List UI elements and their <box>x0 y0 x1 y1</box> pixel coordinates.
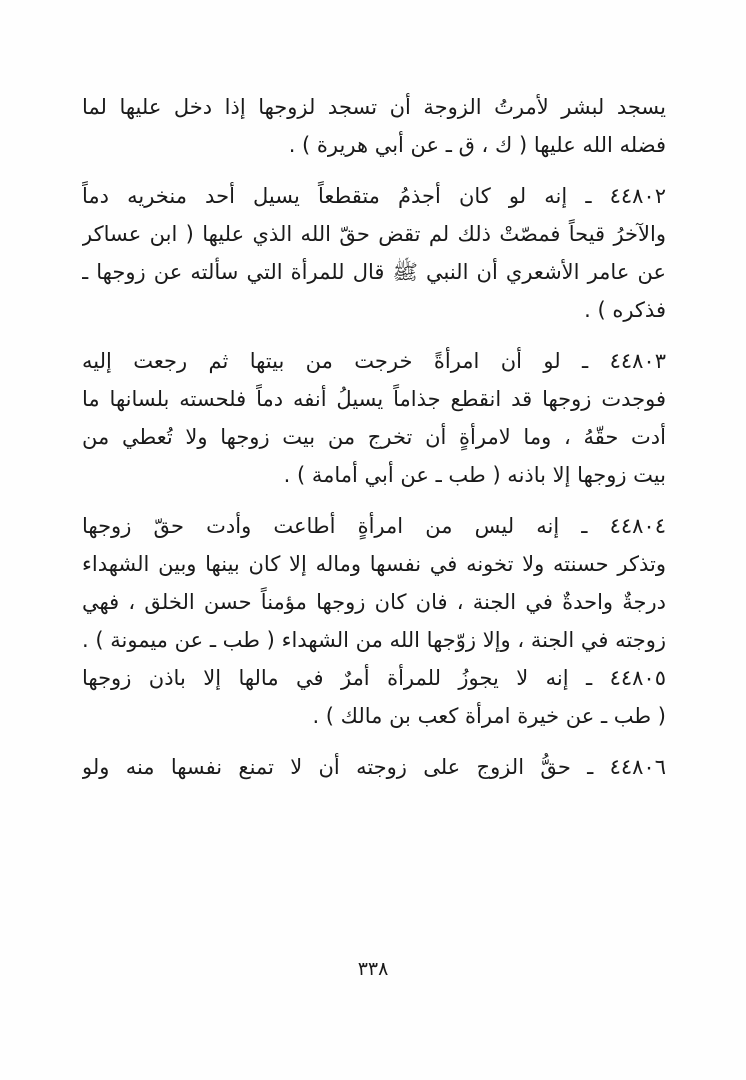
paragraph-gap <box>82 494 666 507</box>
text-line: ٤٤٨٠٤ ـ إنه ليس من امرأةٍ أطاعت وأدت حقّ زوجها <box>82 514 666 538</box>
text-line: والآخرُ قيحاً فمصّتْ ذلك لم تقض حقّ الله الذي عليها ( ابن عساكر <box>82 222 666 246</box>
text-line: يسجد لبشر لأمرتُ الزوجة أن تسجد لزوجها إذا دخل عليها لما <box>82 95 666 119</box>
text-line: فضله الله عليها ( ك ، ق ـ عن أبي هريرة ) . <box>288 133 666 157</box>
paragraph-gap <box>82 735 666 748</box>
text-line: ( طب ـ عن خيرة امرأة كعب بن مالك ) . <box>312 704 666 728</box>
hadith-text-block <box>82 88 666 786</box>
text-line: فذكره ) . <box>584 298 666 322</box>
text-line: درجةٌ واحدةٌ في الجنة ، فان كان زوجها مؤمناً حسن الخلق ، فهي <box>82 590 666 614</box>
text-line: عن عامر الأشعري أن النبي ﷺ قال للمرأة التي سألته عن زوجها ـ <box>82 260 666 284</box>
text-line: ٤٤٨٠٥ ـ إنه لا يجوزُ للمرأة أمرٌ في مالها إلا باذن زوجها <box>82 666 666 690</box>
paragraph-gap <box>82 329 666 342</box>
text-line: أدت حقّهُ ، وما لامرأةٍ أن تخرج من بيت زوجها ولا تُعطي من <box>82 425 666 449</box>
page-number: ٣٣٨ <box>357 958 389 980</box>
text-line: ٤٤٨٠٢ ـ إنه لو كان أجذمُ متقطعاً يسيل أحد منخريه دماً <box>82 184 666 208</box>
text-line: وتذكر حسنته ولا تخونه في نفسها وماله إلا كان بينها وبين الشهداء <box>82 552 666 576</box>
text-line: زوجته في الجنة ، وإلا زوّجها الله من الشهداء ( طب ـ عن ميمونة ) . <box>82 628 666 652</box>
paragraph-gap <box>82 164 666 177</box>
text-line: ٤٤٨٠٣ ـ لو أن امرأةً خرجت من بيتها ثم رجعت إليه <box>82 349 666 373</box>
text-line: بيت زوجها إلا باذنه ( طب ـ عن أبي أمامة ) . <box>283 463 666 487</box>
text-line: فوجدت زوجها قد انقطع جذاماً يسيلُ أنفه دماً فلحسته بلسانها ما <box>82 387 666 411</box>
text-line: ٤٤٨٠٦ ـ حقُّ الزوج على زوجته أن لا تمنع نفسها منه ولو <box>82 755 666 779</box>
